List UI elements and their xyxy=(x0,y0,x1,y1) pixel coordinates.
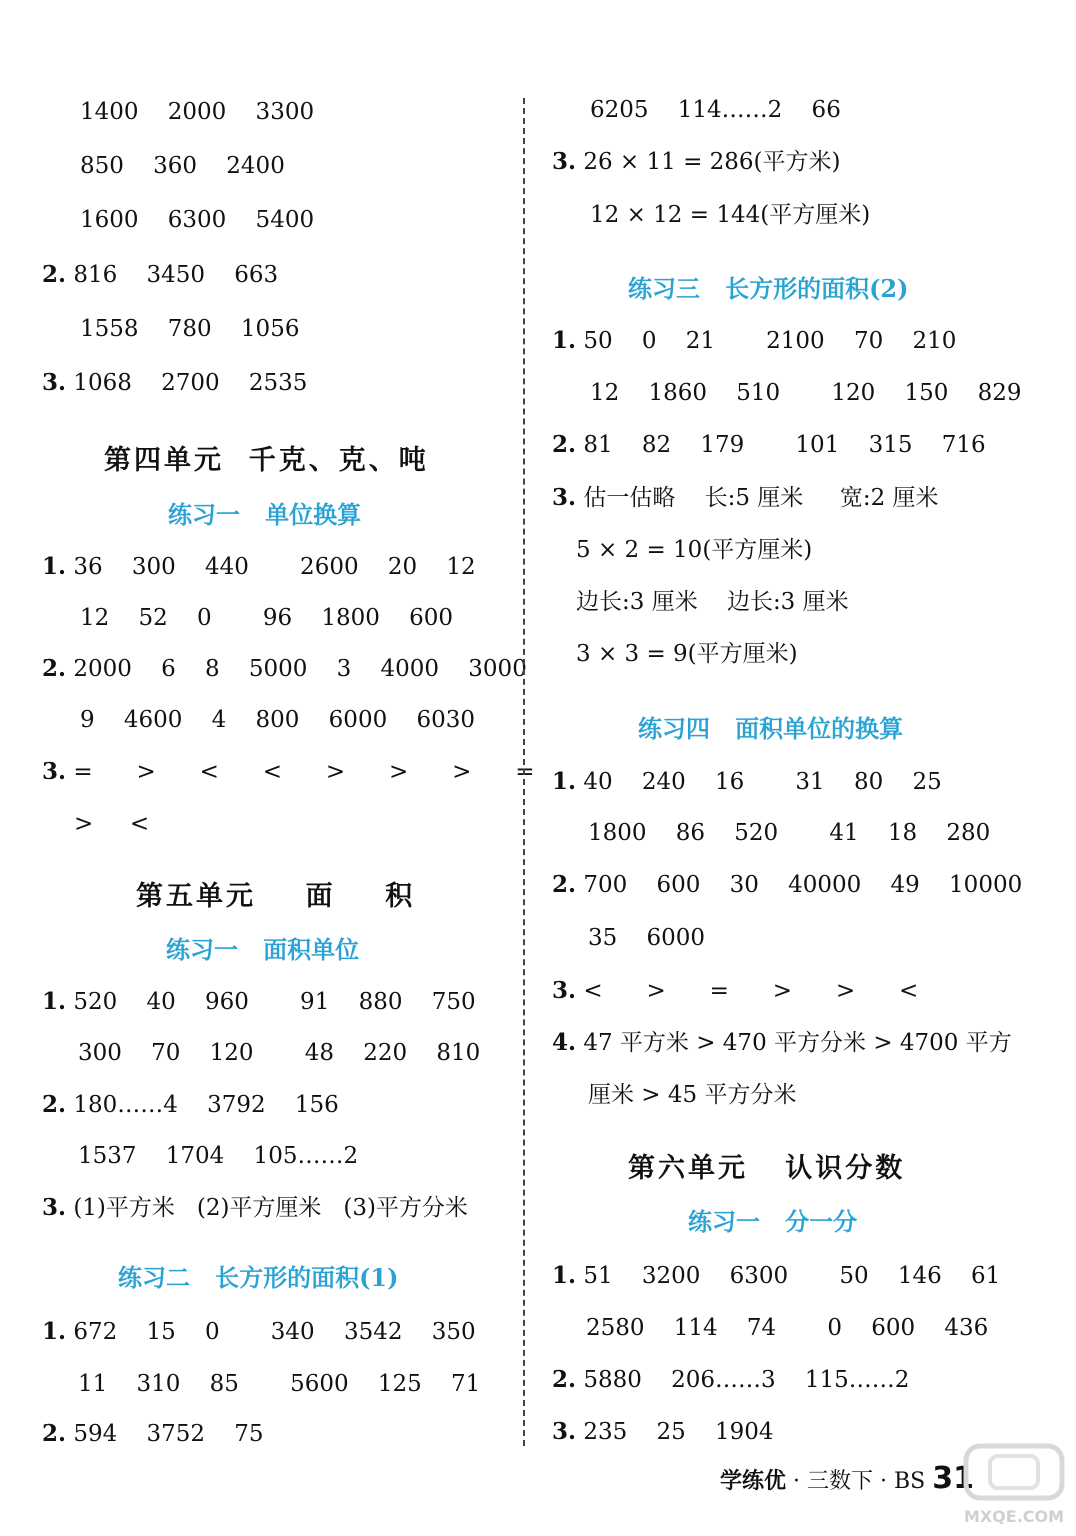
answer-text: 6205 114……2 66 xyxy=(590,97,841,123)
question-number: 3. xyxy=(552,148,577,175)
answer-text: 12 × 12 = 144(平方厘米) xyxy=(590,202,871,228)
answer-text: > < xyxy=(74,811,150,837)
question-number: 3. xyxy=(42,758,67,785)
answer-text: = > < < > > > = xyxy=(73,759,535,785)
answer-text: 厘米 > 45 平方分米 xyxy=(588,1082,797,1108)
answer-text: 47 平方米 > 470 平方分米 > 4700 平方 xyxy=(583,1030,1012,1056)
answer-text: 850 360 2400 xyxy=(80,153,285,179)
answer-text: 5880 206……3 115……2 xyxy=(583,1367,910,1393)
answer-line xyxy=(80,205,314,235)
answer-text: 180……4 3792 156 xyxy=(73,1092,339,1118)
answer-line xyxy=(42,368,307,398)
answer-line xyxy=(78,1038,480,1068)
exercise-heading: 练习四 面积单位的换算 xyxy=(638,714,904,743)
question-number: 1. xyxy=(42,988,67,1015)
answer-line xyxy=(78,1369,480,1399)
unit-heading: 第四单元 千克、克、吨 xyxy=(104,445,429,476)
footer-subject: 三数下 xyxy=(807,1469,874,1494)
answer-line xyxy=(552,430,986,460)
answer-text: 1537 1704 105……2 xyxy=(78,1143,359,1169)
answer-text: 11 310 85 5600 125 71 xyxy=(78,1371,481,1397)
answer-text: 700 600 30 40000 49 10000 xyxy=(583,872,1023,898)
answer-line xyxy=(42,1419,264,1449)
answer-line xyxy=(80,603,453,633)
answer-line xyxy=(552,976,918,1006)
question-number: 2. xyxy=(552,431,577,458)
answer-line xyxy=(588,818,990,848)
answer-line xyxy=(552,483,939,513)
answer-line xyxy=(42,1193,468,1223)
answer-text: 2580 114 74 0 600 436 xyxy=(586,1315,989,1341)
watermark-text: MXQE.COM xyxy=(963,1507,1065,1526)
question-number: 1. xyxy=(42,553,67,580)
question-number: 2. xyxy=(42,261,67,288)
answer-line xyxy=(576,535,812,565)
answer-line xyxy=(552,326,956,356)
question-number: 3. xyxy=(42,369,67,396)
answer-line xyxy=(588,1080,796,1110)
question-number: 4. xyxy=(552,1029,577,1056)
answer-line xyxy=(42,1090,339,1120)
answer-text: < > = > > < xyxy=(583,978,919,1004)
footer-brand: 学练优 xyxy=(720,1468,787,1494)
answer-text: 50 0 21 2100 70 210 xyxy=(583,328,957,354)
question-number: 2. xyxy=(42,1091,67,1118)
answer-text: 1068 2700 2535 xyxy=(73,370,308,396)
answer-line xyxy=(80,151,285,181)
answer-text: 1400 2000 3300 xyxy=(80,99,315,125)
question-number: 2. xyxy=(552,871,577,898)
answer-line xyxy=(42,654,527,684)
answer-line xyxy=(78,1141,358,1171)
answer-line xyxy=(74,809,149,839)
answer-text: 520 40 960 91 880 750 xyxy=(73,989,476,1015)
answer-text: 估一估略 长:5 厘米 宽:2 厘米 xyxy=(583,485,939,511)
watermark-logo xyxy=(960,1440,1068,1530)
answer-text: 81 82 179 101 315 716 xyxy=(583,432,986,458)
footer-edition: BS xyxy=(894,1469,926,1494)
question-number: 3. xyxy=(552,484,577,511)
question-number: 3. xyxy=(552,977,577,1004)
question-number: 3. xyxy=(552,1418,577,1445)
answer-text: 26 × 11 = 286(平方米) xyxy=(583,149,841,175)
answer-line xyxy=(42,552,476,582)
answer-text: 1600 6300 5400 xyxy=(80,207,315,233)
answer-text: 3 × 3 = 9(平方厘米) xyxy=(576,641,798,667)
question-number: 1. xyxy=(42,1318,67,1345)
exercise-heading: 练习一 单位换算 xyxy=(168,500,362,529)
answer-line xyxy=(42,987,476,1017)
answer-text: 9 4600 4 800 6000 6030 xyxy=(80,707,475,733)
column-divider xyxy=(523,98,525,1446)
answer-line xyxy=(80,705,475,735)
page-footer xyxy=(720,1462,974,1499)
answer-line xyxy=(552,1028,1012,1058)
answer-line xyxy=(588,923,705,953)
answer-line xyxy=(80,97,314,127)
question-number: 2. xyxy=(42,655,67,682)
answer-line xyxy=(552,767,942,797)
unit-heading: 第六单元 认识分数 xyxy=(628,1153,906,1184)
answer-text: 36 300 440 2600 20 12 xyxy=(73,554,476,580)
exercise-heading: 练习二 长方形的面积(1) xyxy=(118,1263,399,1292)
question-number: 2. xyxy=(42,1420,67,1447)
answer-line xyxy=(590,95,841,125)
answer-line xyxy=(552,870,1022,900)
question-number: 2. xyxy=(552,1366,577,1393)
answer-text: 816 3450 663 xyxy=(73,262,279,288)
answer-text: 235 25 1904 xyxy=(583,1419,774,1445)
answer-text: 594 3752 75 xyxy=(73,1421,264,1447)
exercise-heading: 练习一 分一分 xyxy=(688,1207,858,1236)
answer-text: 35 6000 xyxy=(588,925,706,951)
answer-text: 40 240 16 31 80 25 xyxy=(583,769,942,795)
answer-text: 5 × 2 = 10(平方厘米) xyxy=(576,537,813,563)
footer-separator: · xyxy=(786,1469,807,1494)
answer-line xyxy=(42,757,535,787)
answer-text: 1558 780 1056 xyxy=(80,316,300,342)
answer-text: 672 15 0 340 3542 350 xyxy=(73,1319,476,1345)
answer-text: 1800 86 520 41 18 280 xyxy=(588,820,991,846)
answer-text: 12 52 0 96 1800 600 xyxy=(80,605,454,631)
answer-line xyxy=(80,314,299,344)
answer-line xyxy=(42,260,278,290)
unit-heading: 第五单元 面 积 xyxy=(136,881,416,912)
question-number: 1. xyxy=(552,327,577,354)
page-number: 31 xyxy=(932,1461,974,1496)
footer-separator: · xyxy=(873,1469,894,1494)
answer-text: 12 1860 510 120 150 829 xyxy=(590,380,1022,406)
answer-text: (1)平方米 (2)平方厘米 (3)平方分米 xyxy=(73,1195,468,1221)
answer-line xyxy=(590,378,1022,408)
question-number: 1. xyxy=(552,1262,577,1289)
answer-line xyxy=(586,1313,988,1343)
answer-line xyxy=(42,1317,476,1347)
answer-line xyxy=(576,639,798,669)
answer-text: 300 70 120 48 220 810 xyxy=(78,1040,481,1066)
answer-text: 2000 6 8 5000 3 4000 3000 xyxy=(73,656,527,682)
answer-text: 边长:3 厘米 边长:3 厘米 xyxy=(576,589,849,615)
answer-line xyxy=(552,1365,909,1395)
answer-line xyxy=(552,1261,1000,1291)
question-number: 3. xyxy=(42,1194,67,1221)
answer-line xyxy=(590,200,870,230)
question-number: 1. xyxy=(552,768,577,795)
answer-text: 51 3200 6300 50 146 61 xyxy=(583,1263,1001,1289)
exercise-heading: 练习三 长方形的面积(2) xyxy=(628,274,909,303)
answer-line xyxy=(552,1417,774,1447)
exercise-heading: 练习一 面积单位 xyxy=(166,935,360,964)
answer-line xyxy=(576,587,849,617)
answer-line xyxy=(552,147,841,177)
